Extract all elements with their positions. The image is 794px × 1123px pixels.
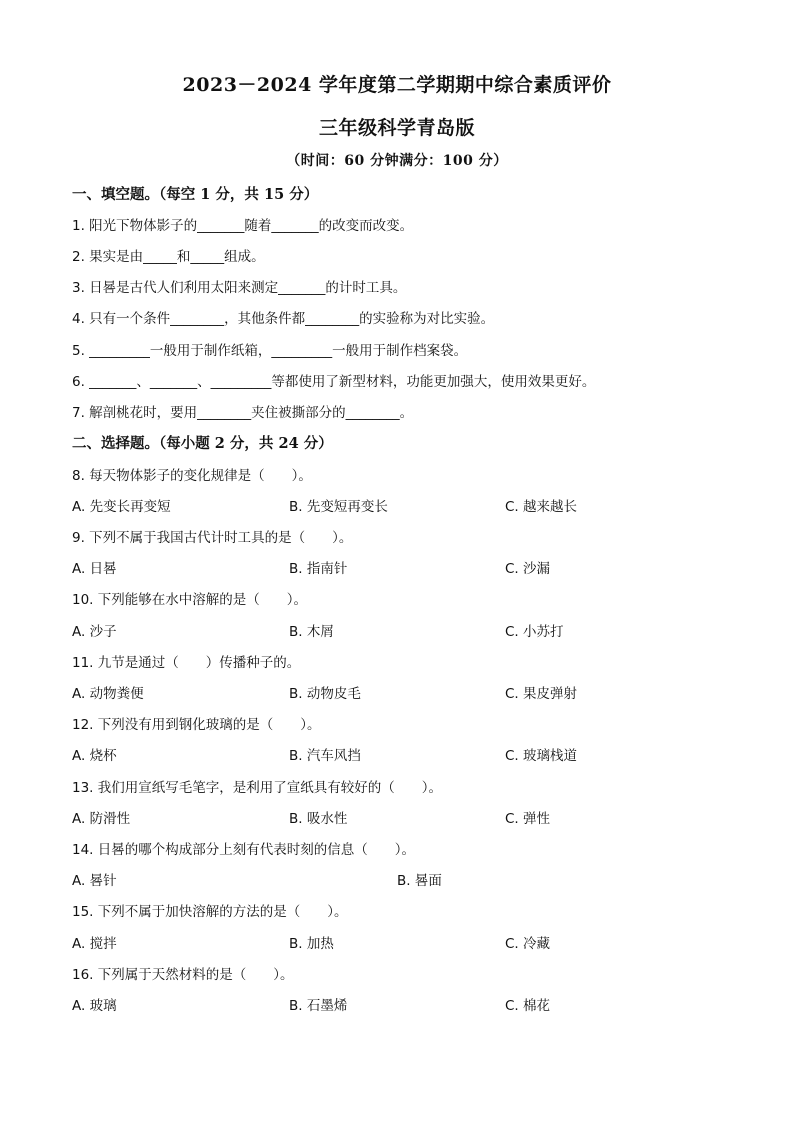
choice-option-b: B. 汽车风挡 — [289, 748, 361, 764]
choice-question-10: 10. 下列能够在水中溶解的是（ ）。 — [72, 592, 308, 608]
choice-option-a: A. 沙子 — [72, 624, 117, 640]
choice-option-c: C. 棉花 — [505, 998, 551, 1014]
choice-question-13: 13. 我们用宣纸写毛笔字，是利用了宣纸具有较好的（ ）。 — [72, 780, 443, 796]
choice-option-c: C. 果皮弹射 — [505, 686, 578, 702]
choice-option-a: A. 先变长再变短 — [72, 499, 171, 515]
choice-option-b: B. 吸水性 — [289, 811, 348, 827]
exam-meta: （时间：60 分钟满分：100 分） — [286, 153, 508, 169]
choice-option-b: B. 石墨烯 — [289, 998, 348, 1014]
choice-option-b: B. 指南针 — [289, 561, 348, 577]
choice-option-b: B. 木屑 — [289, 624, 334, 640]
choice-option-b: B. 加热 — [289, 936, 334, 952]
fill-question-2: 2. 果实是由_____和_____组成。 — [72, 249, 265, 265]
fill-question-6: 6. _______、_______、_________等都使用了新型材料，功能更加强大，使用效果更好。 — [72, 374, 596, 390]
exam-subtitle: 三年级科学青岛版 — [318, 117, 475, 139]
choice-option-c: C. 沙漏 — [505, 561, 551, 577]
choice-option-a: A. 玻璃 — [72, 998, 117, 1014]
fill-question-4: 4. 只有一个条件________，其他条件都________的实验称为对比实验。 — [72, 311, 495, 327]
choice-question-11: 11. 九节是通过（ ）传播种子的。 — [72, 655, 301, 671]
choice-option-c: C. 玻璃栈道 — [505, 748, 578, 764]
fill-question-1: 1. 阳光下物体影子的_______随着_______的改变而改变。 — [72, 218, 414, 234]
choice-option-a: A. 动物粪便 — [72, 686, 144, 702]
choice-option-a: A. 防滑性 — [72, 811, 131, 827]
choice-question-14: 14. 日晷的哪个构成部分上刻有代表时刻的信息（ ）。 — [72, 842, 416, 858]
choice-question-16: 16. 下列属于天然材料的是（ ）。 — [72, 967, 294, 983]
choice-option-b: B. 动物皮毛 — [289, 686, 361, 702]
choice-option-c: C. 小苏打 — [505, 624, 564, 640]
choice-question-12: 12. 下列没有用到钢化玻璃的是（ ）。 — [72, 717, 321, 733]
section-fill-heading: 一、填空题。（每空 1 分，共 15 分） — [72, 186, 319, 203]
choice-option-a: A. 晷针 — [72, 873, 117, 889]
choice-option-a: A. 烧杯 — [72, 748, 117, 764]
choice-option-c: C. 弹性 — [505, 811, 551, 827]
choice-question-9: 9. 下列不属于我国古代计时工具的是（ ）。 — [72, 530, 353, 546]
choice-option-c: C. 冷藏 — [505, 936, 551, 952]
choice-option-c: C. 越来越长 — [505, 499, 578, 515]
choice-option-a: A. 搅拌 — [72, 936, 117, 952]
choice-option-b: B. 先变短再变长 — [289, 499, 388, 515]
choice-option-b: B. 晷面 — [397, 873, 442, 889]
exam-title: 2023－2024 学年度第二学期期中综合素质评价 — [182, 74, 612, 96]
fill-question-5: 5. _________一般用于制作纸箱，_________一般用于制作档案袋。 — [72, 343, 468, 359]
choice-question-8: 8. 每天物体影子的变化规律是（ ）。 — [72, 468, 312, 484]
choice-option-a: A. 日晷 — [72, 561, 117, 577]
fill-question-3: 3. 日晷是古代人们利用太阳来测定_______的计时工具。 — [72, 280, 407, 296]
fill-question-7: 7. 解剖桃花时，要用________夹住被撕部分的________。 — [72, 405, 414, 421]
choice-question-15: 15. 下列不属于加快溶解的方法的是（ ）。 — [72, 904, 348, 920]
section-choice-heading: 二、选择题。（每小题 2 分，共 24 分） — [72, 435, 333, 452]
